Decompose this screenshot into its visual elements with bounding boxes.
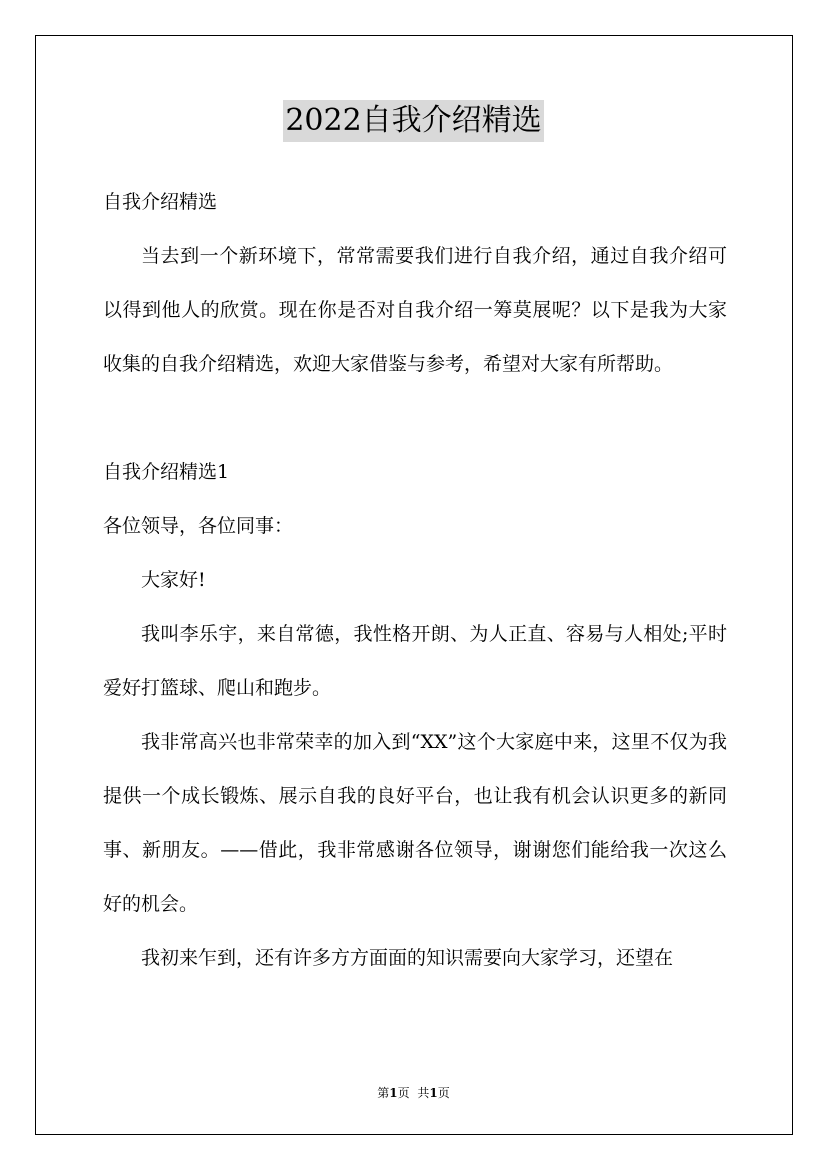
total-suffix: 页 xyxy=(437,1086,450,1100)
page-prefix: 第 xyxy=(377,1086,390,1100)
greeting: 大家好! xyxy=(141,569,206,591)
salutation: 各位领导，各位同事： xyxy=(103,515,294,537)
title-container xyxy=(0,100,827,142)
body-paragraph-2: 我非常高兴也非常荣幸的加入到“XX”这个大家庭中来，这里不仅为我提供一个成长锻炼、展示自我的良好平台，也让我有机会认识更多的新同事、新朋友。——借此，我非常感谢各位领导，谢谢您们能给我一次这么好的机会。 xyxy=(103,731,727,915)
total-pages: 1 xyxy=(429,1086,438,1100)
paragraph-gap xyxy=(103,391,727,445)
document-title: 2022自我介绍精选 xyxy=(283,100,543,142)
body-paragraph-1: 我叫李乐宇，来自常德，我性格开朗、为人正直、容易与人相处;平时爱好打篮球、爬山和跑步。 xyxy=(103,623,727,699)
intro-paragraph: 当去到一个新环境下，常常需要我们进行自我介绍，通过自我介绍可以得到他人的欣赏。现在你是否对自我介绍一筹莫展呢？以下是我为大家收集的自我介绍精选，欢迎大家借鉴与参考，希望对大家有所帮助。 xyxy=(103,245,727,375)
body-paragraph-3: 我初来乍到，还有许多方方面面的知识需要向大家学习，还望在 xyxy=(141,947,674,969)
document-body xyxy=(103,175,727,985)
subsection-heading: 自我介绍精选1 xyxy=(103,461,230,483)
total-prefix: 共 xyxy=(417,1086,430,1100)
section-heading: 自我介绍精选 xyxy=(103,191,218,213)
page-suffix: 页 xyxy=(397,1086,410,1100)
page-number: 1 xyxy=(389,1086,398,1100)
page-footer xyxy=(0,1084,827,1102)
